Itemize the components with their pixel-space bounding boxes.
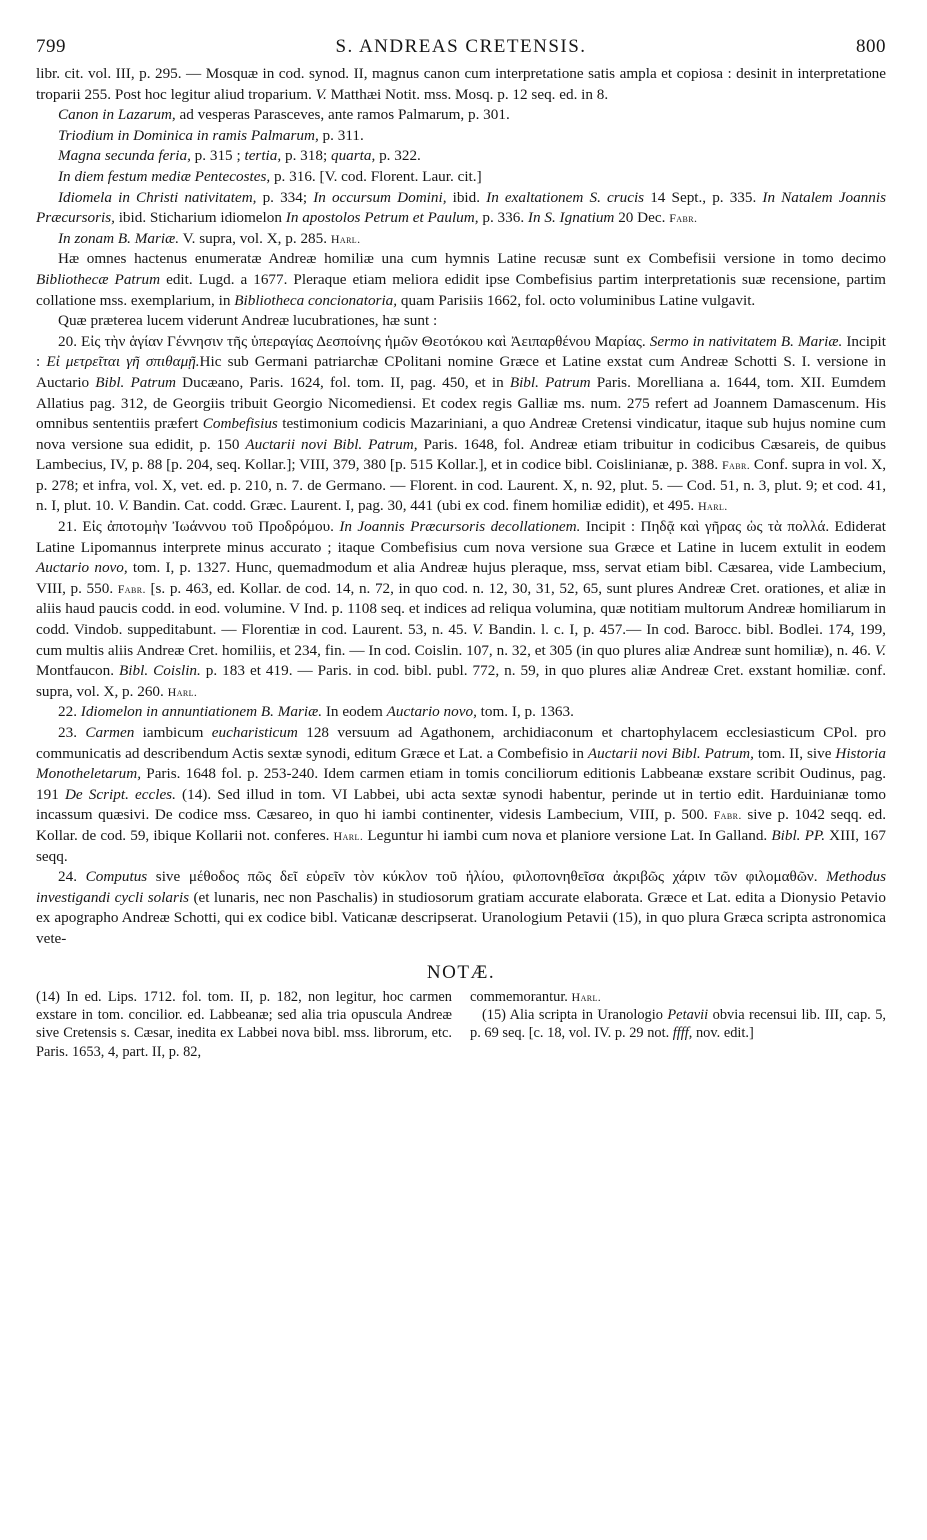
running-header bbox=[36, 36, 886, 64]
list-item: Canon in Lazarum, ad vesperas Parasceves, ante ramos Palmarum, p. 301. bbox=[58, 106, 510, 124]
list-item: In zonam B. Mariæ. V. supra, vol. X, p. 285. Harl. bbox=[58, 229, 361, 247]
footnotes-left-column bbox=[36, 988, 452, 1062]
list-item: Magna secunda feria, p. 315 ; tertia, p. 318; quarta, p. 322. bbox=[58, 147, 421, 165]
list-item: Triodium in Dominica in ramis Palmarum, p. 311. bbox=[58, 126, 364, 144]
footnotes bbox=[36, 988, 886, 1062]
page-number-left: 799 bbox=[36, 36, 66, 57]
notes-title: NOTÆ. bbox=[426, 961, 496, 983]
entry-22: 22. Idiomelon in annuntiationem B. Mariæ. In eodem Auctario novo, tom. I, p. 1363. bbox=[58, 703, 574, 721]
footnotes-right-column bbox=[470, 988, 886, 1062]
paragraph: Quæ præterea lucem viderunt Andreæ lucubrationes, hæ sunt : bbox=[58, 312, 438, 330]
page bbox=[36, 36, 886, 1061]
entry-23: 23. Carmen iambicum eucharisticum 128 versuum ad Agathonem, archidiaconum et chartophylacem ecclesiasticum CPol. pro communicatis ad describendum Actis sextæ synodi, editum Græce et Lat. a Combefisio in Auctarii novi Bibl. Patrum, tom. II, sive Historia Monotheletarum, Paris. 1648 fol. p. 253-240. Idem carmen etiam in tomis conciliorum editionis Labbeanæ exstare scribit Oudinus, pag. 191 De Script. eccles. (14). Sed illud in tom. VI Labbei, ubi acta sextæ synodi habentur, perinde ut in tertio edit. Harduinianæ tomo incassum quæsivi. De codice mss. Cæsareo, in quo hi iambi continenter, videsis Lambecium, VIII, p. 500. Fabr. sive p. 1042 seqq. ed. Kollar. de cod. 59, ibique Kollarii not. conferes. Harl. Leguntur hi iambi cum nova et planiore versione Lat. In Galland. Bibl. PP. XIII, 167 seqq. bbox=[36, 724, 887, 865]
entry-24: 24. Computus sive μέθοδος πῶς δεῖ εὑρεῖν τὸν κύκλον τοῦ ἡλίου, φιλοπονηθεῖσα ἀκριβῶς χάριν τῶν φιλομαθῶν. Methodus investigandi cycli solaris (et lunaris, nec non Paschalis) in studiosorum gratiam accurate elaborata. Græce et Lat. edita a Dionysio Petavio ex apographo Andreæ Schotti, qui ex codice bibl. Vaticanæ descripserat. Uranologium Petavii (15), in quo plura Græca scripta astronomica vete- bbox=[36, 868, 886, 947]
list-item: In diem festum mediæ Pentecostes, p. 316. [V. cod. Florent. Laur. cit.] bbox=[58, 167, 482, 185]
footnote-15: (15) Alia scripta in Uranologio Petavii obvia recensui lib. III, cap. 5, p. 69 seq. [c. 18, vol. IV. p. 29 not. ffff, nov. edit.] bbox=[470, 1006, 886, 1042]
paragraph: Hæ omnes hactenus enumeratæ Andreæ homiliæ una cum hymnis Latine recusæ sunt ex Combefisii versione in tomo decimo Bibliothecæ Patrum edit. Lugd. a 1677. Pleraque etiam meliora edidit ipse Combefisius partim interpretationis suæ recensione, partim collatione mss. exemplarium, in Bibliotheca concionatoria, quam Parisiis 1662, fol. octo voluminibus Latine vulgavit. bbox=[36, 250, 886, 309]
entry-20: 20. Εἰς τὴν ἁγίαν Γέννησιν τῆς ὑπεραγίας Δεσποίνης ἡμῶν Θεοτόκου καὶ Ἀειπαρθένου Μαρίας. Sermo in nativitatem B. Mariæ. Incipit : Εἰ μετρεῖται γῆ σπιθαμῇ.Hic sub Germani patriarchæ CPolitani nomine Græce et Latine exstat cum Andreæ Schotti S. I. versione in Auctario Bibl. Patrum Ducæano, Paris. 1624, fol. tom. II, pag. 450, et in Bibl. Patrum Paris. Morelliana a. 1644, tom. XII. Eumdem Allatius pag. 312, de Georgiis tribuit Georgio Nicomediensi. Et codex regis Galliæ ms. num. 275 refert ad Joannem Damascenum. His omnibus sententiis præfert Combefisius testimonium codicis Mazariniani, a quo Andreæ Cretensi vindicatur, itaque sub hujus nomine cum nova versione sua edidit, p. 150 Auctarii novi Bibl. Patrum, Paris. 1648, fol. Andreæ etiam tribuitur in codicibus Cæsareis, de quibus Lambecius, IV, p. 88 [p. 204, seq. Kollar.]; VIII, 379, 380 [p. 515 Kollar.], et in codice bibl. Coislinianæ, p. 388. Fabr. Conf. supra in vol. X, p. 278; et infra, vol. X, vet. ed. p. 210, n. 7. de Germano. — Florent. in cod. Laurent. X, n. 92, plut. 5. — Cod. 51, n. 3, plut. 9; et cod. 41, n. I, plut. 10. V. Bandin. Cat. codd. Græc. Laurent. I, pag. 30, 441 (ubi ex cod. finem homiliæ edidit), et 495. Harl. bbox=[36, 332, 887, 515]
page-number-right: 800 bbox=[856, 36, 886, 57]
footnote-14-continuation: commemorantur. Harl. bbox=[470, 988, 602, 1005]
entry-21: 21. Εἰς ἀποτομὴν Ἰωάννου τοῦ Προδρόμου. In Joannis Præcursoris decollationem. Incipit : Πηδᾷ καὶ γῆρας ὡς τὰ πολλά. Ediderat Latine Lipomannus interprete minus accurato ; itaque Combefisius cum nova versione sua Græce et Latine in lucem extulit in eodem Auctario novo, tom. I, p. 1327. Hunc, quemadmodum et alia Andreæ hujus pleraque, mss, servat etiam bibl. Cæsarea, vide Lambecium, VIII, p. 550. Fabr. [s. p. 463, ed. Kollar. de cod. 14, n. 72, in quo cod. n. 12, 30, 31, 52, 65, sunt plures Andreæ Cret. orationes, et aliæ in aliis haud paucis codd. in eod. volumine. V Ind. p. 1108 seq. et indices ad reliqua volumina, quæ notitiam multorum Andreæ homiliarum in codd. Vindob. suppeditabunt. — Florentiæ in cod. Laurent. 53, n. 45. V. Bandin. l. c. I, p. 457.— In cod. Barocc. bibl. Bodlei. 174, 199, cum multis aliis Andreæ Cret. homiliis, et 234, fin. — In cod. Coislin. 107, n. 32, et 305 (in quo plures aliæ Andreæ sunt homiliæ), n. 46. V. Montfaucon. Bibl. Coislin. p. 183 et 419. — Paris. in cod. bibl. publ. 772, n. 59, in quo plures aliæ Andreæ Cret. exstant homiliæ. conf. supra, vol. X, p. 260. Harl. bbox=[36, 518, 886, 700]
main-text bbox=[36, 64, 886, 950]
list-item: Idiomela in Christi nativitatem, p. 334; In occursum Domini, ibid. In exaltationem S. crucis 14 Sept., p. 335. In Natalem Joannis Præcursoris, ibid. Sticharium idiomelon In apostolos Petrum et Paulum, p. 336. In S. Ignatium 20 Dec. Fabr. bbox=[36, 188, 886, 227]
footnote-14: (14) In ed. Lips. 1712. fol. tom. II, p. 182, non legitur, hoc carmen exstare in tom. concilior. ed. Labbeanæ; sed alia tria opuscula Andreæ sive Cretensis s. Cæsar, inedita ex Labbei nova bibl. mss. librorum, etc. Paris. 1653, 4, part. II, p. 82, bbox=[36, 988, 452, 1060]
paragraph-continuation: libr. cit. vol. III, p. 295. — Mosquæ in cod. synod. II, magnus canon cum interpretatione satis ampla et copiosa : desinit in interpretatione troparii 255. Post hoc legitur aliud troparium. V. Matthæi Notit. mss. Mosq. p. 12 seq. ed. in 8. bbox=[36, 65, 886, 103]
running-title: S. ANDREAS CRETENSIS. bbox=[335, 36, 587, 57]
